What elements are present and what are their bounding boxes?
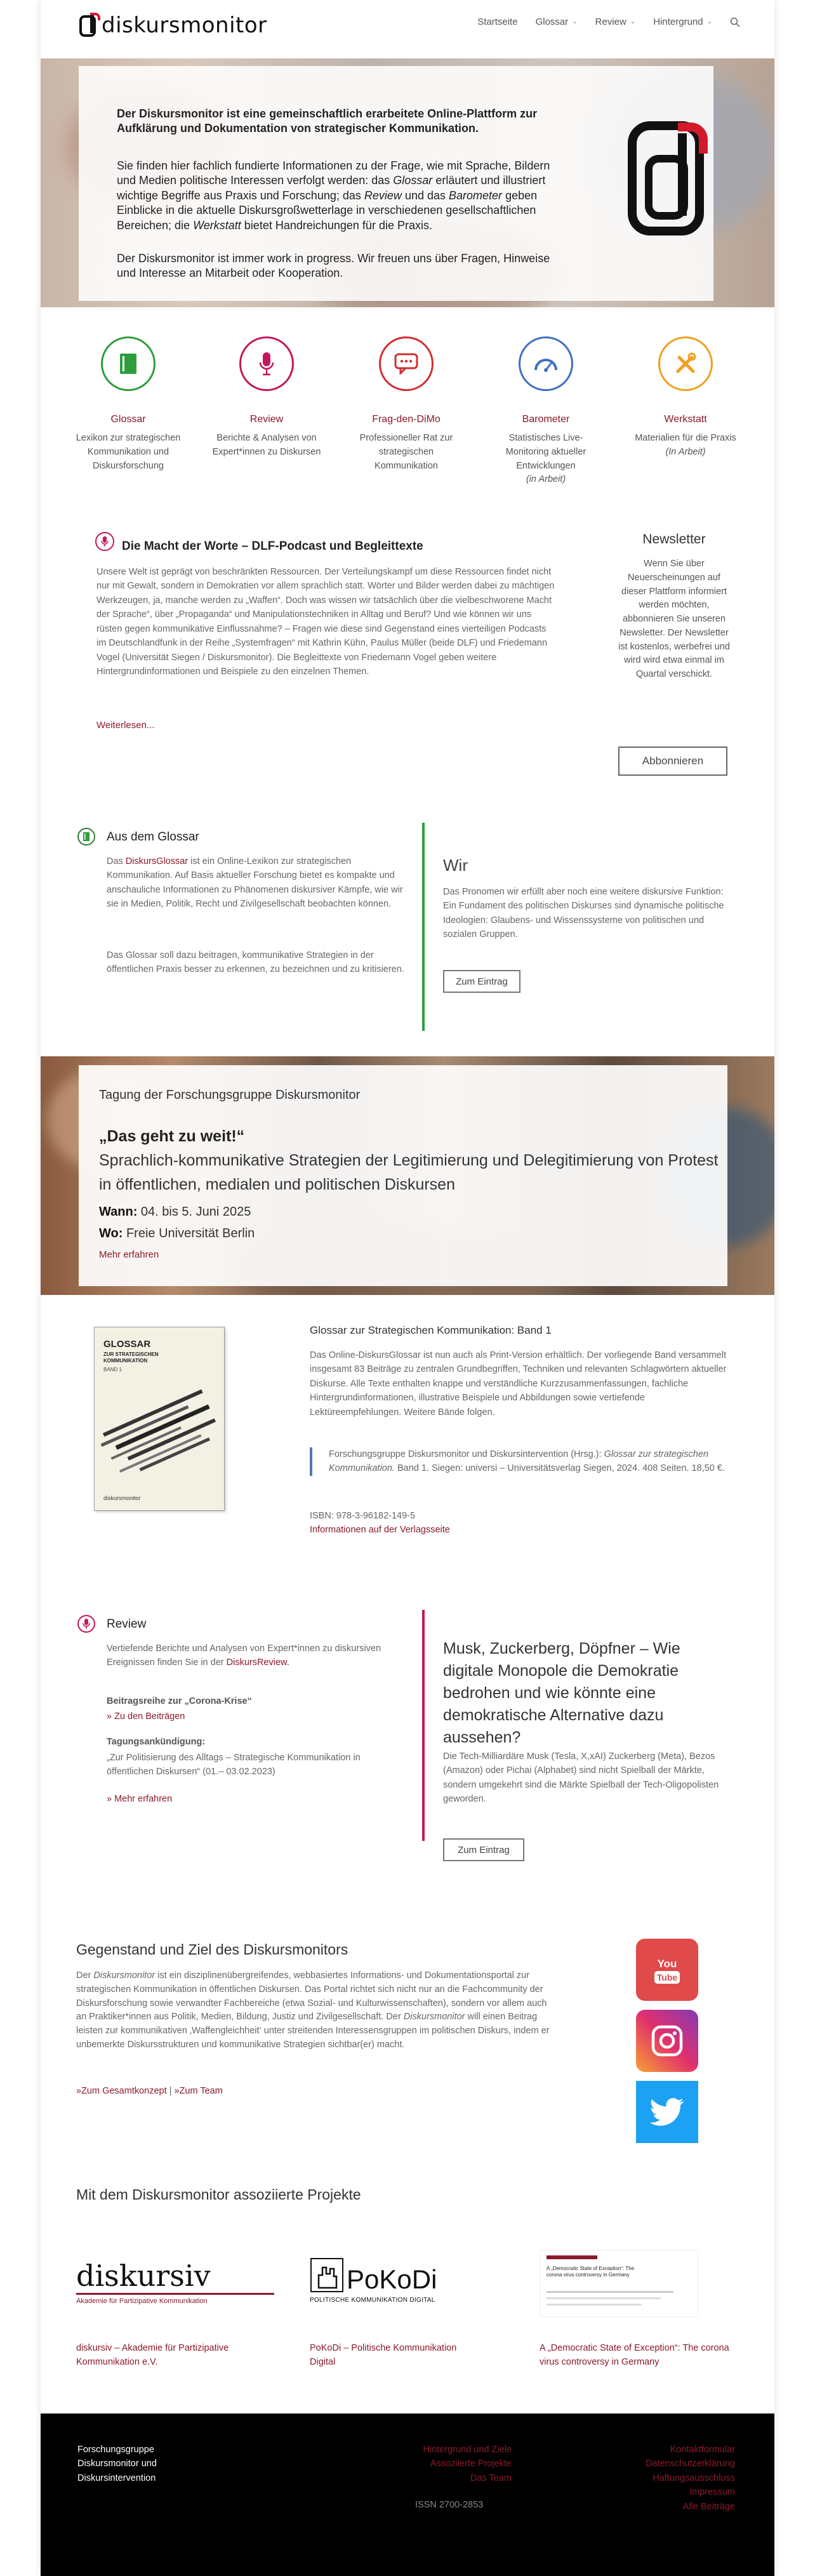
footer-links-right: [584, 2443, 735, 2514]
footer-link-hintergrund[interactable]: Hintergrund und Ziele: [423, 2445, 512, 2455]
nav-label: Startseite: [477, 17, 518, 27]
glossar-text-part: ist ein Online-Lexikon zur strategischen Kommunikation. Auf Basis aktueller Forschung bietet es kompakte und anschauliche Informationen zu Phänomenen diskursiver Kämpfe, wie wir sie in Medien, Politik, Recht und Zivilgesellschaft beobachten können.: [107, 856, 403, 910]
site-footer: [41, 2413, 774, 2576]
hero-text-part: erläutert und illustriert wichtige Begriffe aus Praxis und Forschung; das: [117, 174, 546, 202]
project-logo-text: PoKoDi: [347, 2264, 437, 2294]
about-links: [76, 2086, 223, 2096]
footer-link-haftung[interactable]: Haftungsausschluss: [653, 2473, 735, 2483]
review-article-text: Die Tech-Milliardäre Musk (Tesla, X,xAI) Zuckerberg (Meta), Bezos (Amazon) oder Pichai (Alphabet) sind nicht Spielball der Märkte, sondern umgekehrt sind die Märkte Spielball der Tech-Oligopolisten geworden.: [443, 1751, 719, 1805]
book-citation-part: Band 1. Siegen: universi – Universitätsverlag Siegen, 2024. 408 Seiten. 18,50 €.: [397, 1463, 725, 1474]
feature-note: (in Arbeit): [526, 474, 566, 485]
feature-desc: [489, 432, 603, 487]
team-link[interactable]: »Zum Team: [174, 2086, 223, 2096]
review-section-title: Review: [107, 1617, 147, 1631]
microphone-icon: [95, 532, 114, 551]
book-citation-title: Glossar zur strategischen Kommunikation.: [329, 1449, 708, 1474]
svg-text:You: You: [657, 1958, 677, 1970]
feature-title: Frag-den-DiMo: [372, 414, 441, 425]
feature-review[interactable]: [209, 336, 324, 460]
feature-glossar[interactable]: [71, 336, 185, 473]
book-cover-band: BAND 1: [103, 1367, 122, 1372]
review-event-link[interactable]: » Mehr erfahren: [107, 1794, 173, 1804]
footer-link-impressum[interactable]: Impressum: [689, 2487, 735, 2498]
microphone-icon: [258, 351, 275, 376]
nav-item-review[interactable]: [595, 17, 636, 27]
nav-item-startseite[interactable]: [477, 17, 517, 27]
diskursreview-link[interactable]: DiskursReview.: [226, 1657, 289, 1668]
book-cover-graphic: [101, 1384, 219, 1480]
project-caption-pokodi[interactable]: PoKoDi – Politische Kommunikation Digital: [310, 2343, 457, 2368]
review-article-button[interactable]: Zum Eintrag: [443, 1838, 524, 1861]
glossar-text-part: Das: [107, 856, 123, 866]
about-text: [76, 1969, 559, 2052]
conference-kicker: Tagung der Forschungsgruppe Diskursmonitor: [99, 1088, 361, 1102]
project-caption-diskursiv[interactable]: diskursiv – Akademie für Partizipative Kommunikation e.V.: [76, 2343, 229, 2368]
hero-text: [117, 159, 561, 233]
about-text-part: Der: [76, 1970, 91, 1981]
section-divider: [422, 1610, 425, 1841]
glossar-entry-title[interactable]: Wir: [443, 856, 468, 875]
hero-text-part: bietet Handreichungen für die Praxis.: [244, 218, 432, 232]
about-text-part: will einen Beitrag leisten zur kommunikativen ‚Waffengleichheit‘ unter streitenden Interessensgruppen im politischen Diskurs, indem er unbemerkte Diskursstrukturen und kommunikative Strategien sichtbar(er) macht.: [76, 2012, 550, 2050]
feature-werkstatt[interactable]: [628, 336, 743, 460]
raised-fist-icon: [310, 2257, 344, 2293]
conference-location-label: Wo:: [99, 1226, 123, 1240]
section-divider: [422, 823, 425, 1031]
book-title: Glossar zur Strategischen Kommunikation: Band 1: [310, 1324, 552, 1336]
projects-title: Mit dem Diskursmonitor assoziierte Projekte: [76, 2186, 361, 2203]
nav-label: Glossar: [535, 17, 569, 27]
feature-circle: [101, 336, 156, 391]
book-cover[interactable]: [94, 1327, 225, 1511]
hero-text-glossar: Glossar: [393, 174, 433, 187]
conference-more-link[interactable]: Mehr erfahren: [99, 1249, 159, 1260]
review-event-text: „Zur Politisierung des Alltags – Strategische Kommunikation in öffentlichen Diskursen“ (01.– 03.02.2023): [107, 1753, 361, 1777]
book-isbn: ISBN: 978-3-96182-149-5: [310, 1511, 416, 1521]
book-cover-title: GLOSSAR: [103, 1339, 151, 1350]
chevron-down-icon: ⌄: [706, 18, 712, 25]
project-thumbnail-paper[interactable]: [540, 2250, 698, 2317]
book-icon: [119, 352, 138, 375]
podcast-read-more-link[interactable]: Weiterlesen...: [96, 720, 155, 731]
conference-date-label: Wann:: [99, 1205, 138, 1219]
hero-banner: [41, 58, 774, 307]
microphone-icon: [77, 1615, 95, 1633]
podcast-title[interactable]: Die Macht der Worte – DLF-Podcast und Begleittexte: [122, 540, 423, 553]
nav-item-glossar[interactable]: [536, 17, 578, 27]
twitter-icon[interactable]: [636, 2081, 698, 2143]
hero-text-part: geben Einblicke in die aktuelle Diskursgroßwetterlage in verschiedenen gesellschaftlichen Bereichen; die: [117, 189, 538, 232]
glossar-entry-button[interactable]: Zum Eintrag: [443, 970, 520, 993]
tools-icon: [674, 352, 697, 375]
instagram-icon[interactable]: [636, 2010, 698, 2072]
book-text: Das Online-DiskursGlossar ist nun auch als Print-Version erhältlich. Der vorliegende Band versammelt insgesamt 83 Beiträge zu zentralen Grundbegriffen, Techniken und relevanten Schlagwörtern aktueller Diskurse. Alle Texte enthalten knappe und verständliche Kurzzusammenfassungen, fachliche Hintergrundinformationen, illustrative Beispiele und Abbildungen sowie vertiefende Lektüreempfehlungen. Weitere Bände folgen.: [310, 1350, 727, 1417]
project-logo-rule: [76, 2293, 274, 2295]
hero-text-part: Sie finden hier fachlich fundierte Informationen zu der Frage, wie mit Sprache, Bildern und Medien politische Interessen verfolgt werden: das: [117, 159, 550, 187]
hero-title: Der Diskursmonitor ist eine gemeinschaftlich erarbeitete Online-Plattform zur Aufklärung und Dokumentation von strategischer Kommunikation.: [117, 107, 538, 135]
conference-title: „Das geht zu weit!“: [99, 1127, 245, 1145]
conference-location-value: Freie Universität Berlin: [126, 1226, 255, 1240]
project-logo-subtitle: Akademie für Partizipative Kommunikation: [76, 2297, 208, 2305]
hero-card: [79, 66, 713, 301]
newsletter-text: Wenn Sie über Neuerscheinungen auf dieser Plattform informiert werden möchten, abbonnieren Sie unseren Newsletter. Der Newsletter ist kostenlos, werbefrei und wird wird etwa einmal im Quartal verschickt.: [618, 559, 730, 679]
glossar-entry-text: Das Pronomen wir erfüllt aber noch eine weitere diskursive Funktion: Ein Fundament des politischen Diskurses sind dynamische politische Ideologien: Glaubens- und Wissenssysteme von politischen und sozialen Gruppen.: [443, 887, 724, 940]
feature-circle: [519, 336, 573, 391]
site-header: [41, 0, 774, 58]
feature-desc: [628, 432, 743, 460]
footer-organization: Forschungsgruppe Diskursmonitor und Diskursintervention: [77, 2445, 157, 2483]
feature-title: Glossar: [110, 414, 146, 425]
footer-link-alle-beitraege[interactable]: Alle Beiträge: [682, 2501, 735, 2512]
review-series-link[interactable]: » Zu den Beiträgen: [107, 1711, 185, 1722]
logo-mark-icon: [623, 108, 712, 241]
conference-subtitle: Sprachlich-kommunikative Strategien der Legitimierung und Delegitimierung von Protest in öffentlichen, medialen und politischen Diskursen: [99, 1152, 719, 1193]
speech-bubble-icon: [394, 353, 418, 375]
nav-label: Hintergrund: [653, 17, 703, 27]
feature-title: Barometer: [522, 414, 570, 425]
project-caption-paper[interactable]: A „Democratic State of Exception“: The corona virus controversy in Germany: [540, 2343, 729, 2368]
project-logo-text: diskursiv: [76, 2259, 211, 2293]
glossar-intro-text-2: Das Glossar soll dazu beitragen, kommunikative Strategien in der öffentlichen Praxis besser zu erkennen, zu bezeichnen und zu kritisieren.: [107, 950, 404, 975]
review-intro-text: [107, 1642, 405, 1670]
project-logo-diskursiv[interactable]: [76, 2261, 279, 2305]
thumbnail-line: [547, 2297, 661, 2299]
project-logo-subtitle: POLITISCHE KOMMUNIKATION DIGITAL: [310, 2297, 435, 2304]
book-citation: [310, 1447, 732, 1476]
publisher-link[interactable]: Informationen auf der Verlagsseite: [310, 1525, 450, 1535]
feature-desc: Professioneller Rat zur strategischen Kommunikation: [359, 433, 453, 471]
feature-circle: [239, 336, 294, 391]
thumbnail-title: A „Democratic State of Exception“: The corona virus controversy in Germany: [547, 2266, 635, 2278]
feature-title: Werkstatt: [664, 414, 707, 425]
newsletter-subscribe-button[interactable]: Abbonnieren: [618, 747, 727, 776]
project-logo-pokodi[interactable]: [310, 2257, 462, 2304]
hero-text-werkstatt: Werkstatt: [193, 218, 241, 232]
diskursglossar-link[interactable]: DiskursGlossar: [125, 856, 189, 866]
footer-link-datenschutz[interactable]: Datenschutzerklärung: [645, 2459, 735, 2469]
feature-desc: Berichte & Analysen von Expert*innen zu Diskursen: [212, 433, 321, 457]
about-text-part: ist ein disziplinenübergreifendes, webbasiertes Informations- und Dokumentationsportal zur strategischen Kommunikation in öffentlichen Diskursen. Das Portal richtet sich nicht nur an die Fachcommunity der Diskursforschung sowie verwandter Fachbereiche (etwa Sozial- und Kulturwissenschaften), sondern vor allem auch an Praktiker*innen aus Politik, Medien, Bildung, Justiz und Zivilgesellschaft. Der: [76, 1970, 547, 2022]
book-cover-subtitle: ZUR STRATEGISCHEN KOMMUNIKATION: [103, 1351, 159, 1364]
main-nav: [477, 17, 740, 27]
review-article-title[interactable]: Musk, Zuckerberg, Döpfner – Wie digitale Monopole die Demokratie bedrohen und wie könnte eine demokratische Alternative dazu aussehen?: [443, 1640, 680, 1746]
logo-mark-icon: [79, 13, 100, 38]
footer-link-kontakt[interactable]: Kontaktformular: [670, 2445, 735, 2455]
book-citation-part: Forschungsgruppe Diskursmonitor und Diskursintervention (Hrsg.):: [329, 1449, 602, 1459]
site-logo[interactable]: [79, 13, 267, 38]
hero-text-part: und das: [404, 189, 446, 202]
site-logo-text: diskursmonitor: [102, 13, 267, 38]
book-cover-publisher: diskursmonitor: [103, 1495, 141, 1501]
conference-location: [99, 1226, 255, 1241]
youtube-icon[interactable]: [636, 1939, 698, 2001]
footer-link-projekte[interactable]: Assoziierte Projekte: [430, 2459, 512, 2469]
chevron-down-icon: ⌄: [630, 18, 636, 25]
footer-link-team[interactable]: Das Team: [470, 2473, 512, 2483]
feature-desc: Lexikon zur strategischen Kommunikation und Diskursforschung: [76, 433, 181, 471]
thumbnail-line: [547, 2304, 642, 2306]
review-text-part: Vertiefende Berichte und Analysen von Expert*innen zu diskursiven Ereignissen finden Sie in der: [107, 1643, 381, 1668]
glossar-section-title: Aus dem Glossar: [107, 830, 199, 844]
book-icon: [77, 828, 95, 846]
feature-desc-text: Statistisches Live-Monitoring aktueller Entwicklungen: [505, 433, 586, 471]
podcast-text: Unsere Welt ist geprägt von beschränkten Ressourcen. Der Verteilungskampf um diese Ressourcen findet nicht nur mit Gewalt, sondern in Demokratien vor allem sprachlich statt. Wörter und Bilder werden dabei zu mächtigen Werkzeugen, ja, manche werden zu „Waffen“. Doch was wissen wir tatsächlich über die vielbeschworene Macht der Sprache“, über „Propaganda“ und Manipulationstechniken in Alltag und Beruf? Und wie können wir uns rüsten gegen kommunikative Einflussnahme? – Fragen wie diese sind Gegenstand eines vierteiligen Podcasts im Deutschlandfunk in der Reihe „Systemfragen“ mit Kathrin Kühn, Paulus Müller (beide DLF) und Friedemann Vogel (Universität Siegen / Diskursmonitor). Die Begleittexte von Friedemann Vogel geben weitere Hintergrundinformationen und Beispiele zu den einzelnen Themen.: [96, 567, 555, 677]
feature-title: Review: [249, 414, 284, 425]
about-text-italic: Diskursmonitor: [403, 2012, 465, 2022]
gesamtkonzept-link[interactable]: »Zum Gesamtkonzept: [76, 2086, 167, 2096]
search-icon[interactable]: [730, 17, 740, 27]
hero-text-barometer: Barometer: [449, 189, 503, 202]
newsletter-title: Newsletter: [642, 532, 706, 547]
review-event-heading: Tagungsankündigung:: [107, 1737, 206, 1747]
feature-barometer[interactable]: [489, 336, 603, 487]
feature-note: (In Arbeit): [665, 446, 706, 457]
footer-links-middle: [314, 2443, 512, 2485]
feature-circle: [658, 336, 713, 391]
feature-frag-den-dimo[interactable]: [349, 336, 463, 473]
chevron-down-icon: ⌄: [572, 18, 578, 25]
glossar-intro-text: [107, 854, 405, 912]
conference-date: [99, 1205, 251, 1219]
thumbnail-header: [547, 2255, 597, 2259]
review-series-heading: Beitragsreihe zur „Corona-Krise“: [107, 1696, 252, 1706]
conference-date-value: 04. bis 5. Juni 2025: [140, 1205, 251, 1219]
hero-text-2: Der Diskursmonitor ist immer work in progress. Wir freuen uns über Fragen, Hinweise und Interesse an Mitarbeit oder Kooperation.: [117, 252, 550, 280]
hero-text-review: Review: [364, 189, 402, 202]
feature-circle: [379, 336, 434, 391]
link-separator: |: [169, 2086, 172, 2096]
about-text-italic: Diskursmonitor: [93, 1970, 156, 1981]
gauge-icon: [533, 355, 559, 373]
nav-item-hintergrund[interactable]: [653, 17, 712, 27]
thumbnail-line: [547, 2291, 673, 2293]
nav-label: Review: [595, 17, 626, 27]
feature-desc-text: Materialien für die Praxis: [635, 433, 736, 443]
svg-text:Tube: Tube: [656, 1972, 678, 1982]
footer-issn: ISSN 2700-2853: [415, 2500, 484, 2510]
about-title: Gegenstand und Ziel des Diskursmonitors: [76, 1941, 348, 1958]
